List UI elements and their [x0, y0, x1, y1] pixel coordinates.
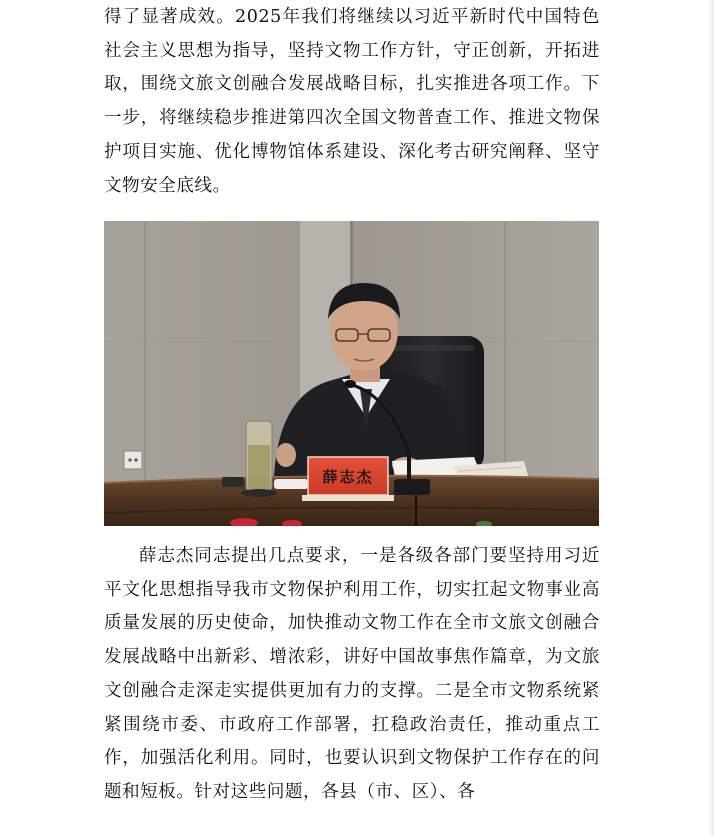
nameplate: [302, 457, 394, 501]
page-edge-shadow: [708, 0, 714, 836]
article-paragraph-top: 得了显著成效。2025年我们将继续以习近平新时代中国特色社会主义思想为指导，坚持文物工作方针，守正创新，开拓进取，围绕文旅文创融合发展战略目标，扎实推进各项工作。下一步，将继续稳步推进第四次全国文物普查工作、推进文物保护项目实施、优化博物馆体系建设、深化考古研究阐释、坚守文物安全底线。: [104, 7, 600, 196]
article-paragraph-bottom: 薛志杰同志提出几点要求，一是各级各部门要坚持用习近平文化思想指导我市文物保护利用工作，切实扛起文物事业高质量发展的历史使命，加快推动文物工作在全市文旅文创融合发展战略中出新彩、增浓彩，讲好中国故事焦作篇章，为文旅文创融合走深走实提供更加有力的支撑。二是全市文物系统紧紧围绕市委、市政府工作部署，扛稳政治责任，推动重点工作，加强活化利用。同时，也要认识到文物保护工作存在的问题和短板。针对这些问题，各县（市、区）、各: [104, 546, 600, 802]
wall-outlet: [124, 451, 142, 469]
nameplate-name: 薛志杰: [322, 468, 374, 486]
meeting-photo: [104, 221, 599, 526]
